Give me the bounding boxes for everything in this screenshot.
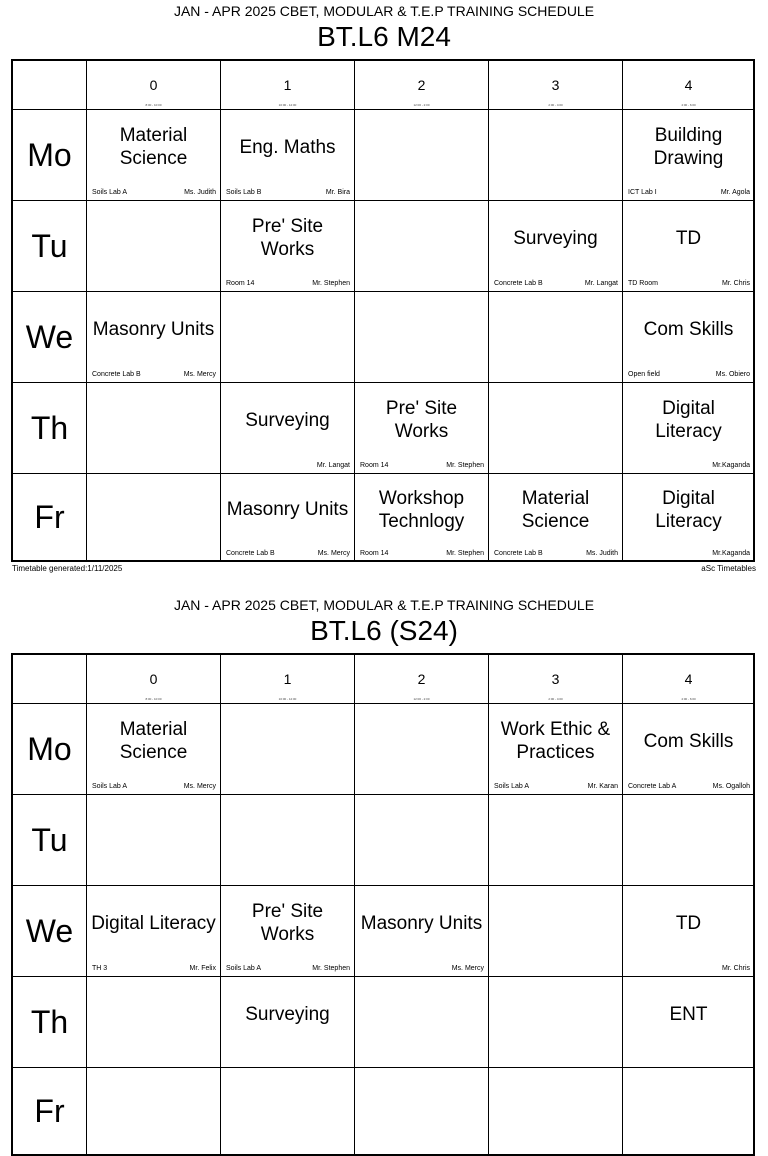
subject-name: Pre' Site Works (251, 216, 324, 260)
lesson-cell (489, 474, 623, 562)
period-number: 2 (417, 77, 426, 93)
lesson-cell (623, 704, 755, 795)
subject-name: Digital Literacy (655, 487, 722, 532)
day-label: Fr (13, 474, 87, 562)
lesson-cell (489, 886, 623, 977)
lesson-cell (355, 1068, 489, 1156)
day-label: Mo (13, 704, 87, 795)
subject-name: Material Science (119, 125, 188, 169)
room-label: Room 14 (360, 462, 389, 469)
lesson-cell (87, 383, 221, 474)
period-number: 3 (551, 671, 560, 687)
subject-name: TD (675, 227, 702, 249)
subject-name: Masonry Units (360, 912, 483, 934)
teacher-name: Mr.Kaganda (712, 462, 750, 469)
lesson-cell (87, 110, 221, 201)
teacher-name: Mr. Chris (722, 280, 750, 287)
teacher-name: Ms. Mercy (183, 783, 216, 790)
period-time: 4:00 - 6:00 (681, 697, 696, 701)
lesson-cell (355, 886, 489, 977)
lesson-cell (355, 474, 489, 562)
class-title: BT.L6 M24 (317, 21, 451, 52)
subject-name: Eng. Maths (239, 136, 336, 158)
schedule-supertitle: JAN - APR 2025 CBET, MODULAR & T.E.P TRAINING SCHEDULE (173, 3, 595, 19)
lesson-cell (355, 977, 489, 1068)
period-header (623, 61, 755, 110)
teacher-name: Ms. Ogalloh (712, 783, 750, 790)
period-number: 4 (684, 671, 693, 687)
schedule-supertitle: JAN - APR 2025 CBET, MODULAR & T.E.P TRAINING SCHEDULE (173, 597, 595, 613)
room-label: Soils Lab A (494, 783, 530, 790)
period-header (623, 655, 755, 704)
lesson-cell (221, 795, 355, 886)
teacher-name: Mr. Langat (584, 280, 618, 287)
period-time: 2:00 - 4:00 (548, 697, 563, 701)
room-label: Concrete Lab B (494, 550, 543, 557)
subject-name: Masonry Units (226, 499, 349, 520)
period-number: 0 (149, 77, 158, 93)
lesson-cell (489, 795, 623, 886)
subject-name: Material Science (521, 487, 590, 532)
period-number: 1 (283, 77, 292, 93)
period-number: 2 (417, 671, 426, 687)
lesson-cell (489, 977, 623, 1068)
teacher-name: Mr. Bira (325, 189, 350, 196)
teacher-name: Ms. Judith (586, 550, 618, 557)
timetable-grid (11, 653, 755, 1156)
period-time: 8:00 - 10:00 (145, 103, 162, 107)
day-label: Tu (13, 795, 87, 886)
lesson-cell (221, 704, 355, 795)
room-label: TH 3 (92, 965, 108, 972)
period-header (489, 655, 623, 704)
subject-name: Material Science (119, 719, 188, 763)
room-label: Room 14 (226, 280, 255, 287)
lesson-cell (623, 795, 755, 886)
period-time: 10:00 - 12:00 (278, 103, 297, 107)
lesson-cell (623, 977, 755, 1068)
period-time: 4:00 - 6:00 (681, 103, 696, 107)
subject-name: ENT (669, 1003, 708, 1025)
lesson-cell (221, 977, 355, 1068)
timetable-grid (11, 59, 755, 562)
lesson-cell (355, 795, 489, 886)
subject-name: Com Skills (643, 318, 734, 340)
room-label: Open field (628, 371, 660, 378)
day-label: Fr (13, 1068, 87, 1156)
lesson-cell (221, 474, 355, 562)
corner-cell (13, 655, 87, 704)
lesson-cell (355, 201, 489, 292)
lesson-cell (489, 201, 623, 292)
day-label: Tu (13, 201, 87, 292)
room-label: Soils Lab B (226, 189, 262, 196)
teacher-name: Mr. Chris (722, 965, 750, 972)
teacher-name: Ms. Mercy (451, 965, 484, 972)
lesson-cell (221, 383, 355, 474)
subject-name: Com Skills (643, 730, 734, 752)
lesson-cell (623, 292, 755, 383)
lesson-cell (221, 201, 355, 292)
subject-name: Digital Literacy (655, 398, 722, 442)
lesson-cell (623, 110, 755, 201)
room-label: Soils Lab A (226, 965, 262, 972)
subject-name: Pre' Site Works (385, 398, 458, 442)
generated-date: Timetable generated:1/11/2025 (12, 564, 123, 573)
teacher-name: Mr. Agola (720, 189, 750, 196)
period-number: 3 (551, 77, 560, 93)
subject-name: Digital Literacy (91, 912, 216, 934)
room-label: TD Room (628, 280, 658, 287)
room-label: Concrete Lab B (92, 371, 141, 378)
subject-name: Surveying (513, 227, 598, 249)
lesson-cell (87, 795, 221, 886)
room-label: Concrete Lab B (226, 550, 275, 557)
room-label: Concrete Lab A (628, 783, 677, 790)
day-label: We (13, 886, 87, 977)
room-label: Soils Lab A (92, 783, 128, 790)
lesson-cell (221, 1068, 355, 1156)
period-header (221, 655, 355, 704)
period-time: 10:00 - 12:00 (278, 697, 297, 701)
period-time: 12:00 - 2:00 (413, 697, 430, 701)
subject-name: Surveying (245, 1003, 330, 1025)
lesson-cell (87, 201, 221, 292)
teacher-name: Mr. Stephen (312, 280, 350, 287)
subject-name: Pre' Site Works (251, 901, 324, 945)
lesson-cell (87, 704, 221, 795)
lesson-cell (623, 1068, 755, 1156)
teacher-name: Mr. Karan (587, 783, 618, 790)
lesson-cell (87, 977, 221, 1068)
lesson-cell (87, 292, 221, 383)
subject-name: Masonry Units (92, 318, 215, 340)
software-credit: aSc Timetables (701, 564, 756, 573)
period-time: 2:00 - 4:00 (548, 103, 563, 107)
room-label: Room 14 (360, 550, 389, 557)
subject-name: Building Drawing (653, 125, 724, 169)
teacher-name: Ms. Judith (184, 189, 216, 196)
teacher-name: Mr.Kaganda (712, 550, 750, 557)
room-label: ICT Lab I (628, 189, 657, 196)
teacher-name: Ms. Obiero (715, 371, 750, 378)
lesson-cell (489, 1068, 623, 1156)
lesson-cell (623, 886, 755, 977)
lesson-cell (489, 110, 623, 201)
day-label: Th (13, 383, 87, 474)
lesson-cell (355, 383, 489, 474)
teacher-name: Mr. Felix (189, 965, 216, 972)
lesson-cell (221, 886, 355, 977)
lesson-cell (355, 110, 489, 201)
subject-name: Work Ethic & Practices (500, 719, 611, 763)
period-header (355, 655, 489, 704)
room-label: Soils Lab A (92, 189, 128, 196)
teacher-name: Mr. Langat (316, 462, 350, 469)
day-label: We (13, 292, 87, 383)
lesson-cell (623, 474, 755, 562)
room-label: Concrete Lab B (494, 280, 543, 287)
period-time: 8:00 - 10:00 (145, 697, 162, 701)
period-header (87, 61, 221, 110)
class-title: BT.L6 (S24) (310, 615, 458, 646)
lesson-cell (355, 704, 489, 795)
lesson-cell (489, 292, 623, 383)
subject-name: Workshop Technlogy (378, 487, 465, 532)
lesson-cell (623, 201, 755, 292)
teacher-name: Mr. Stephen (446, 462, 484, 469)
period-time: 12:00 - 2:00 (413, 103, 430, 107)
period-number: 0 (149, 671, 158, 687)
corner-cell (13, 61, 87, 110)
period-header (87, 655, 221, 704)
subject-name: Surveying (245, 409, 330, 431)
lesson-cell (87, 474, 221, 562)
period-number: 4 (684, 77, 693, 93)
day-label: Th (13, 977, 87, 1068)
lesson-cell (87, 1068, 221, 1156)
lesson-cell (355, 292, 489, 383)
period-header (221, 61, 355, 110)
lesson-cell (221, 110, 355, 201)
teacher-name: Ms. Mercy (317, 550, 350, 557)
lesson-cell (87, 886, 221, 977)
period-header (355, 61, 489, 110)
teacher-name: Mr. Stephen (312, 965, 350, 972)
subject-name: TD (675, 912, 702, 934)
day-label: Mo (13, 110, 87, 201)
teacher-name: Mr. Stephen (446, 550, 484, 557)
lesson-cell (623, 383, 755, 474)
lesson-cell (489, 704, 623, 795)
lesson-cell (489, 383, 623, 474)
teacher-name: Ms. Mercy (183, 371, 216, 378)
period-number: 1 (283, 671, 292, 687)
period-header (489, 61, 623, 110)
lesson-cell (221, 292, 355, 383)
